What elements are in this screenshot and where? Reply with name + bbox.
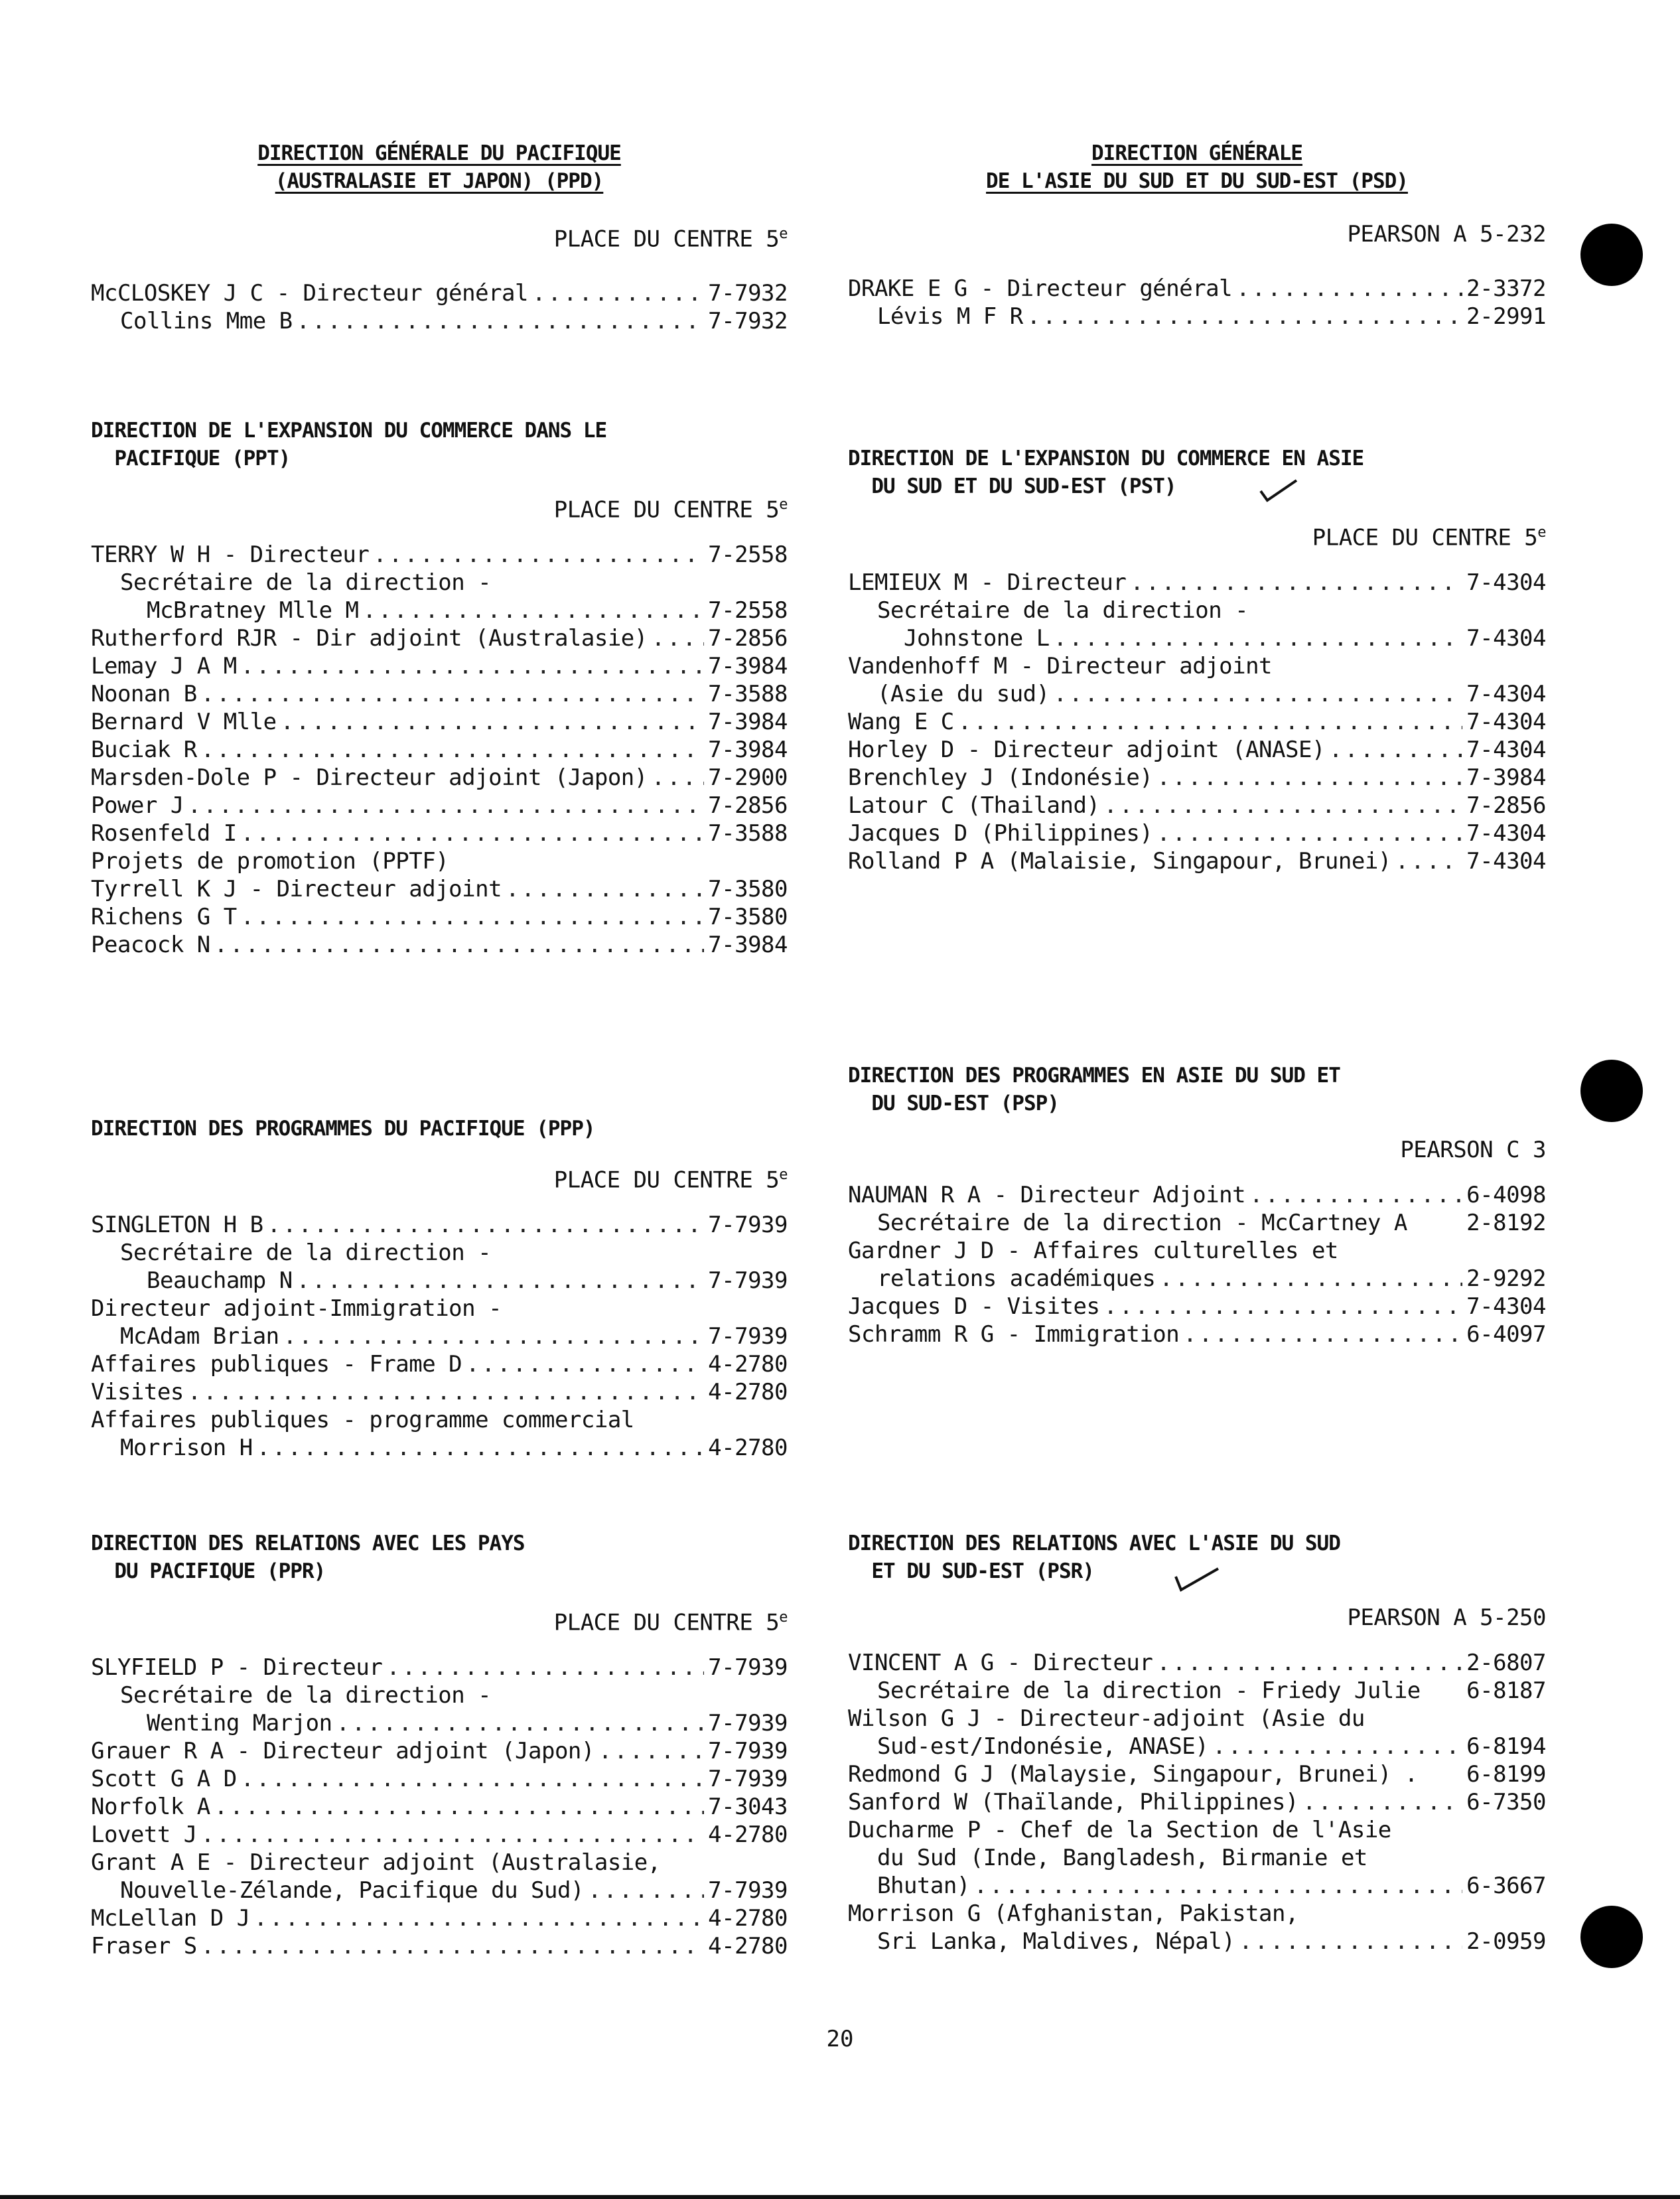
section-heading-line: DU SUD-EST (PSP) (848, 1092, 1059, 1115)
entry-name: Wilson G J - Directeur-adjoint (Asie du (848, 1705, 1365, 1732)
phone-extension: 7-2558 (708, 597, 788, 624)
location: PLACE DU CENTRE 5e (553, 1167, 788, 1194)
location: PEARSON A 5-250 (1347, 1604, 1546, 1631)
dot-leader (188, 792, 704, 819)
entry-list (848, 1181, 1546, 1348)
entry-name: (Asie du sud) (877, 681, 1050, 708)
section-heading-line: ET DU SUD-EST (PSR) (848, 1559, 1094, 1583)
entry-name: Gardner J D - Affaires culturelles et (848, 1238, 1338, 1264)
entry-name: Wenting Marjon (147, 1710, 332, 1737)
phone-extension: 7-2900 (708, 764, 788, 792)
phone-extension: 6-8199 (1466, 1761, 1546, 1788)
phone-extension: 2-0959 (1466, 1928, 1546, 1955)
directory-entry (91, 1211, 788, 1239)
directory-entry (848, 303, 1546, 330)
directory-entry (848, 1733, 1546, 1760)
directory-entry (848, 1844, 1546, 1872)
phone-extension: 7-7939 (708, 1654, 788, 1681)
entry-name: DRAKE E G - Directeur général (848, 275, 1233, 302)
dot-leader (1239, 1928, 1462, 1955)
directory-entry (91, 1877, 788, 1904)
dot-leader (257, 1434, 704, 1462)
entry-name: Lovett J (91, 1821, 197, 1849)
entry-name: Nouvelle-Zélande, Pacifique du Sud) (120, 1877, 584, 1904)
phone-extension: 7-4304 (1466, 709, 1546, 736)
phone-extension: 2-9292 (1466, 1265, 1546, 1292)
hole-punch (1580, 1906, 1643, 1968)
entry-name: LEMIEUX M - Directeur (848, 569, 1127, 597)
phone-extension: 4-2780 (708, 1905, 788, 1932)
entry-name: Power J (91, 792, 184, 819)
phone-extension: 7-4304 (1466, 737, 1546, 764)
dot-leader (281, 708, 704, 736)
dot-leader (1054, 680, 1462, 708)
directory-entry (848, 1237, 1546, 1265)
dot-leader (1212, 1733, 1462, 1760)
directory-entry (91, 764, 788, 792)
dot-leader (201, 1932, 704, 1960)
dot-leader (1249, 1181, 1462, 1209)
phone-extension: 6-4097 (1466, 1321, 1546, 1348)
phone-extension: 7-3588 (708, 820, 788, 847)
entry-name: Lemay J A M (91, 653, 237, 680)
directory-entry (91, 708, 788, 736)
entry-name: Buciak R (91, 737, 197, 764)
dot-leader (1236, 275, 1462, 303)
phone-extension: 7-3984 (1466, 764, 1546, 792)
entry-name: Secrétaire de la direction - Friedy Julie (877, 1677, 1421, 1704)
entry-name: Morrison G (Afghanistan, Pakistan, (848, 1900, 1298, 1927)
directory-entry (848, 1320, 1546, 1348)
entry-name: Redmond G J (Malaysie, Singapour, Brunei) . (848, 1761, 1418, 1788)
dot-leader (598, 1737, 704, 1765)
directory-entry (91, 931, 788, 959)
directory-entry (848, 1760, 1546, 1788)
directory-entry (848, 1649, 1546, 1677)
section-heading-line: DIRECTION DE L'EXPANSION DU COMMERCE DANS LE (91, 419, 607, 443)
location: PEARSON C 3 (1400, 1137, 1546, 1163)
entry-name: McAdam Brian (120, 1323, 279, 1350)
entry-name: TERRY W H - Directeur (91, 541, 370, 569)
phone-extension: 7-4304 (1466, 625, 1546, 652)
section-heading-line: DU SUD ET DU SUD-EST (PST) (848, 474, 1176, 498)
directory-entry (848, 1705, 1546, 1733)
directory-entry (91, 875, 788, 903)
section-heading-line: DIRECTION GÉNÉRALE (1091, 141, 1302, 165)
entry-name: Affaires publiques - Frame D (91, 1351, 462, 1378)
dot-leader (588, 1877, 704, 1904)
directory-entry (91, 903, 788, 931)
directory-entry (91, 1821, 788, 1849)
section-heading-line: PACIFIQUE (PPT) (91, 447, 291, 470)
phone-extension: 7-2558 (708, 541, 788, 569)
entry-name: Jacques D - Visites (848, 1293, 1100, 1320)
phone-extension: 7-2856 (708, 625, 788, 652)
dot-leader (297, 1267, 704, 1295)
directory-entry (91, 1765, 788, 1793)
dot-leader (1156, 764, 1462, 792)
phone-extension: 4-2780 (708, 1379, 788, 1406)
dot-leader (201, 736, 704, 764)
entry-name: Secrétaire de la direction - McCartney A (877, 1210, 1407, 1236)
directory-entry (91, 597, 788, 624)
directory-entry (848, 1900, 1546, 1928)
hole-punch (1580, 224, 1643, 286)
phone-extension: 4-2780 (708, 1435, 788, 1462)
directory-entry (91, 652, 788, 680)
dot-leader (241, 652, 704, 680)
directory-entry (848, 624, 1546, 652)
entry-name: Tyrrell K J - Directeur adjoint (91, 876, 502, 903)
section-heading-line: (AUSTRALASIE ET JAPON) (PPD) (275, 169, 604, 193)
dot-leader (1159, 1265, 1462, 1293)
entry-name: Morrison H (120, 1435, 253, 1462)
directory-entry (848, 597, 1546, 624)
section-psd (848, 139, 1546, 330)
entry-name: Secrétaire de la direction - (877, 597, 1249, 624)
entry-list (848, 275, 1546, 330)
entry-name: Grauer R A - Directeur adjoint (Japon) (91, 1738, 595, 1765)
entry-name: Rutherford RJR - Dir adjoint (Australasie) (91, 625, 648, 652)
dot-leader (214, 1793, 704, 1821)
entry-name: Noonan B (91, 681, 197, 708)
dot-leader (241, 819, 704, 847)
dot-leader (336, 1709, 704, 1737)
phone-extension: 4-2780 (708, 1351, 788, 1378)
dot-leader (188, 1378, 704, 1406)
entry-name: McLellan D J (91, 1905, 250, 1932)
dot-leader (283, 1322, 704, 1350)
directory-entry (91, 1267, 788, 1295)
directory-entry (848, 1265, 1546, 1293)
directory-entry (848, 1928, 1546, 1955)
directory-entry (91, 569, 788, 597)
entry-name: relations académiques (877, 1265, 1156, 1292)
directory-entry (91, 1681, 788, 1709)
entry-list (848, 1649, 1546, 1955)
dot-leader (267, 1211, 704, 1239)
phone-extension: 2-6807 (1466, 1650, 1546, 1676)
phone-extension: 6-7350 (1466, 1789, 1546, 1815)
entry-name: Affaires publiques - programme commercial (91, 1407, 634, 1434)
directory-entry (91, 307, 788, 335)
dot-leader (1054, 624, 1462, 652)
entry-name: Bhutan) (877, 1873, 970, 1899)
entry-name: VINCENT A G - Directeur (848, 1650, 1153, 1676)
dot-leader (1183, 1320, 1462, 1348)
section-heading-line: DIRECTION DES PROGRAMMES DU PACIFIQUE (PPP) (91, 1117, 595, 1141)
handwritten-check-mark (1259, 478, 1299, 504)
entry-name: McCLOSKEY J C - Directeur général (91, 280, 529, 307)
dot-leader (1027, 303, 1462, 330)
dot-leader (1156, 1649, 1462, 1677)
directory-entry (91, 1709, 788, 1737)
section-heading-line: DIRECTION DES PROGRAMMES EN ASIE DU SUD ET (848, 1064, 1340, 1088)
phone-extension: 4-2780 (708, 1933, 788, 1960)
directory-entry (848, 764, 1546, 792)
dot-leader (201, 1821, 704, 1849)
phone-extension: 7-3580 (708, 876, 788, 903)
entry-list (91, 1211, 788, 1462)
entry-name: Sud-est/Indonésie, ANASE) (877, 1733, 1209, 1760)
directory-entry (91, 541, 788, 569)
phone-extension: 7-3984 (708, 737, 788, 764)
directory-entry (91, 624, 788, 652)
section-heading-line: DIRECTION DES RELATIONS AVEC L'ASIE DU SUD (848, 1531, 1340, 1555)
phone-extension: 7-4304 (1466, 1293, 1546, 1320)
section-ppr (91, 1529, 788, 1960)
entry-name: Secrétaire de la direction - (120, 1240, 492, 1267)
directory-entry (848, 847, 1546, 875)
dot-leader (466, 1350, 704, 1378)
page-bottom-edge (0, 2195, 1680, 2199)
phone-extension: 7-7939 (708, 1877, 788, 1904)
section-heading-line: DIRECTION DES RELATIONS AVEC LES PAYS (91, 1531, 525, 1555)
directory-entry (848, 1181, 1546, 1209)
dot-leader (1130, 569, 1462, 597)
directory-entry (91, 680, 788, 708)
phone-extension: 7-7932 (708, 280, 788, 307)
section-heading-line: DU PACIFIQUE (PPR) (91, 1559, 326, 1583)
directory-entry (848, 275, 1546, 303)
dot-leader (373, 541, 704, 569)
section-ppt (91, 417, 788, 959)
phone-extension: 7-3580 (708, 904, 788, 931)
entry-name: Directeur adjoint-Immigration - (91, 1295, 502, 1322)
phone-extension: 7-4304 (1466, 681, 1546, 708)
dot-leader (652, 764, 704, 792)
entry-name: Norfolk A (91, 1794, 210, 1821)
phone-extension: 7-7932 (708, 308, 788, 335)
directory-entry (91, 1904, 788, 1932)
directory-entry (848, 680, 1546, 708)
directory-entry (91, 1239, 788, 1267)
directory-entry (848, 708, 1546, 736)
entry-name: Beauchamp N (147, 1267, 293, 1295)
directory-entry (91, 1378, 788, 1406)
entry-name: Johnstone L (904, 625, 1050, 652)
entry-name: Visites (91, 1379, 184, 1406)
entry-name: Rosenfeld I (91, 820, 237, 847)
section-ppp (91, 1115, 788, 1462)
phone-extension: 7-7939 (708, 1738, 788, 1765)
entry-name: Projets de promotion (PPTF) (91, 848, 449, 875)
phone-extension: 7-7939 (708, 1766, 788, 1793)
phone-extension: 7-7939 (708, 1323, 788, 1350)
directory-entry (91, 792, 788, 819)
phone-extension: 7-3984 (708, 932, 788, 959)
hole-punch (1580, 1060, 1643, 1122)
directory-entry (91, 279, 788, 307)
entry-name: Richens G T (91, 904, 237, 931)
entry-name: SINGLETON H B (91, 1212, 263, 1239)
directory-entry (91, 819, 788, 847)
dot-leader (241, 903, 704, 931)
section-heading-line: DE L'ASIE DU SUD ET DU SUD-EST (PSD) (986, 169, 1408, 193)
dot-leader (254, 1904, 704, 1932)
dot-leader (1103, 792, 1462, 819)
entry-name: McBratney Mlle M (147, 597, 359, 624)
directory-entry (91, 1932, 788, 1960)
entry-name: Sanford W (Thaïlande, Philippines) (848, 1789, 1298, 1815)
dot-leader (201, 680, 704, 708)
directory-entry (848, 569, 1546, 597)
phone-extension: 4-2780 (708, 1821, 788, 1849)
directory-entry (848, 1816, 1546, 1844)
phone-extension: 6-3667 (1466, 1873, 1546, 1899)
dot-leader (386, 1654, 704, 1681)
entry-list (848, 569, 1546, 875)
directory-entry (848, 819, 1546, 847)
entry-name: Rolland P A (Malaisie, Singapour, Brunei) (848, 848, 1391, 875)
phone-extension: 7-3043 (708, 1794, 788, 1821)
directory-entry (848, 1677, 1546, 1705)
phone-extension: 7-2856 (708, 792, 788, 819)
entry-name: NAUMAN R A - Directeur Adjoint (848, 1182, 1246, 1208)
dot-leader (1395, 847, 1462, 875)
dot-leader (1156, 819, 1462, 847)
directory-entry (848, 736, 1546, 764)
phone-extension: 7-7939 (708, 1710, 788, 1737)
directory-entry (848, 792, 1546, 819)
directory-entry (91, 1654, 788, 1681)
handwritten-check-mark (1174, 1565, 1221, 1594)
dot-leader (363, 597, 704, 624)
entry-name: Horley D - Directeur adjoint (ANASE) (848, 737, 1325, 764)
directory-entry (848, 1209, 1546, 1237)
phone-extension: 6-8194 (1466, 1733, 1546, 1760)
dot-leader (214, 931, 704, 959)
directory-entry (91, 1295, 788, 1322)
entry-name: SLYFIELD P - Directeur (91, 1654, 383, 1681)
directory-entry (91, 847, 788, 875)
directory-entry (91, 1434, 788, 1462)
location: PLACE DU CENTRE 5e (553, 1609, 788, 1636)
entry-name: Grant A E - Directeur adjoint (Australasie, (91, 1849, 661, 1877)
directory-entry (848, 1293, 1546, 1320)
phone-extension: 7-3588 (708, 681, 788, 708)
location: PEARSON A 5-232 (1347, 221, 1546, 248)
phone-extension: 6-8187 (1466, 1677, 1546, 1704)
dot-leader (974, 1872, 1462, 1900)
directory-entry (91, 1350, 788, 1378)
phone-extension: 7-2856 (1466, 792, 1546, 819)
entry-name: Fraser S (91, 1933, 197, 1960)
phone-extension: 7-4304 (1466, 820, 1546, 847)
dot-leader (652, 624, 704, 652)
entry-name: Bernard V Mlle (91, 709, 277, 736)
dot-leader (532, 279, 704, 307)
directory-entry (91, 1793, 788, 1821)
directory-entry (91, 1849, 788, 1877)
entry-list (91, 1654, 788, 1960)
dot-leader (297, 307, 704, 335)
entry-name: Collins Mme B (120, 308, 293, 335)
phone-extension: 7-4304 (1466, 848, 1546, 875)
directory-entry (91, 736, 788, 764)
phone-extension: 7-7939 (708, 1212, 788, 1239)
entry-name: Marsden-Dole P - Directeur adjoint (Japon) (91, 764, 648, 792)
dot-leader (241, 1765, 704, 1793)
dot-leader (958, 708, 1462, 736)
directory-entry (91, 1322, 788, 1350)
section-psp (848, 1062, 1546, 1348)
entry-name: Secrétaire de la direction - (120, 1682, 492, 1709)
phone-extension: 7-3984 (708, 653, 788, 680)
dot-leader (1329, 736, 1462, 764)
entry-name: Ducharme P - Chef de la Section de l'Asie (848, 1817, 1391, 1843)
location: PLACE DU CENTRE 5e (553, 496, 788, 524)
phone-extension: 2-8192 (1466, 1210, 1546, 1236)
entry-list (91, 541, 788, 959)
phone-extension: 7-4304 (1466, 569, 1546, 597)
entry-name: Vandenhoff M - Directeur adjoint (848, 653, 1273, 680)
directory-entry (848, 1788, 1546, 1816)
location: PLACE DU CENTRE 5e (1312, 524, 1546, 551)
entry-list (91, 279, 788, 335)
section-ppd (91, 139, 788, 335)
entry-name: Secrétaire de la direction - (120, 569, 492, 597)
entry-name: Wang E C (848, 709, 954, 736)
entry-name: Latour C (Thailand) (848, 792, 1100, 819)
phone-extension: 6-4098 (1466, 1182, 1546, 1208)
phone-extension: 2-2991 (1466, 303, 1546, 330)
phone-extension: 7-7939 (708, 1267, 788, 1295)
dot-leader (1103, 1293, 1462, 1320)
dot-leader (1302, 1788, 1462, 1816)
entry-name: Schramm R G - Immigration (848, 1321, 1180, 1348)
entry-name: Scott G A D (91, 1766, 237, 1793)
section-heading-line: DIRECTION DE L'EXPANSION DU COMMERCE EN ASIE (848, 447, 1364, 470)
entry-name: Sri Lanka, Maldives, Népal) (877, 1928, 1235, 1955)
directory-entry (91, 1737, 788, 1765)
dot-leader (506, 875, 704, 903)
location: PLACE DU CENTRE 5e (553, 226, 788, 253)
section-heading-line: DIRECTION GÉNÉRALE DU PACIFIQUE (257, 141, 621, 165)
directory-entry (91, 1406, 788, 1434)
entry-name: Jacques D (Philippines) (848, 820, 1153, 847)
entry-name: Brenchley J (Indonésie) (848, 764, 1153, 792)
entry-name: du Sud (Inde, Bangladesh, Birmanie et (877, 1845, 1367, 1871)
entry-name: Peacock N (91, 932, 210, 959)
section-pst (848, 445, 1546, 875)
entry-name: Lévis M F R (877, 303, 1023, 330)
phone-extension: 7-3984 (708, 709, 788, 736)
directory-entry (848, 1872, 1546, 1900)
page-number: 20 (826, 2026, 854, 2052)
directory-entry (848, 652, 1546, 680)
phone-extension: 2-3372 (1466, 275, 1546, 302)
